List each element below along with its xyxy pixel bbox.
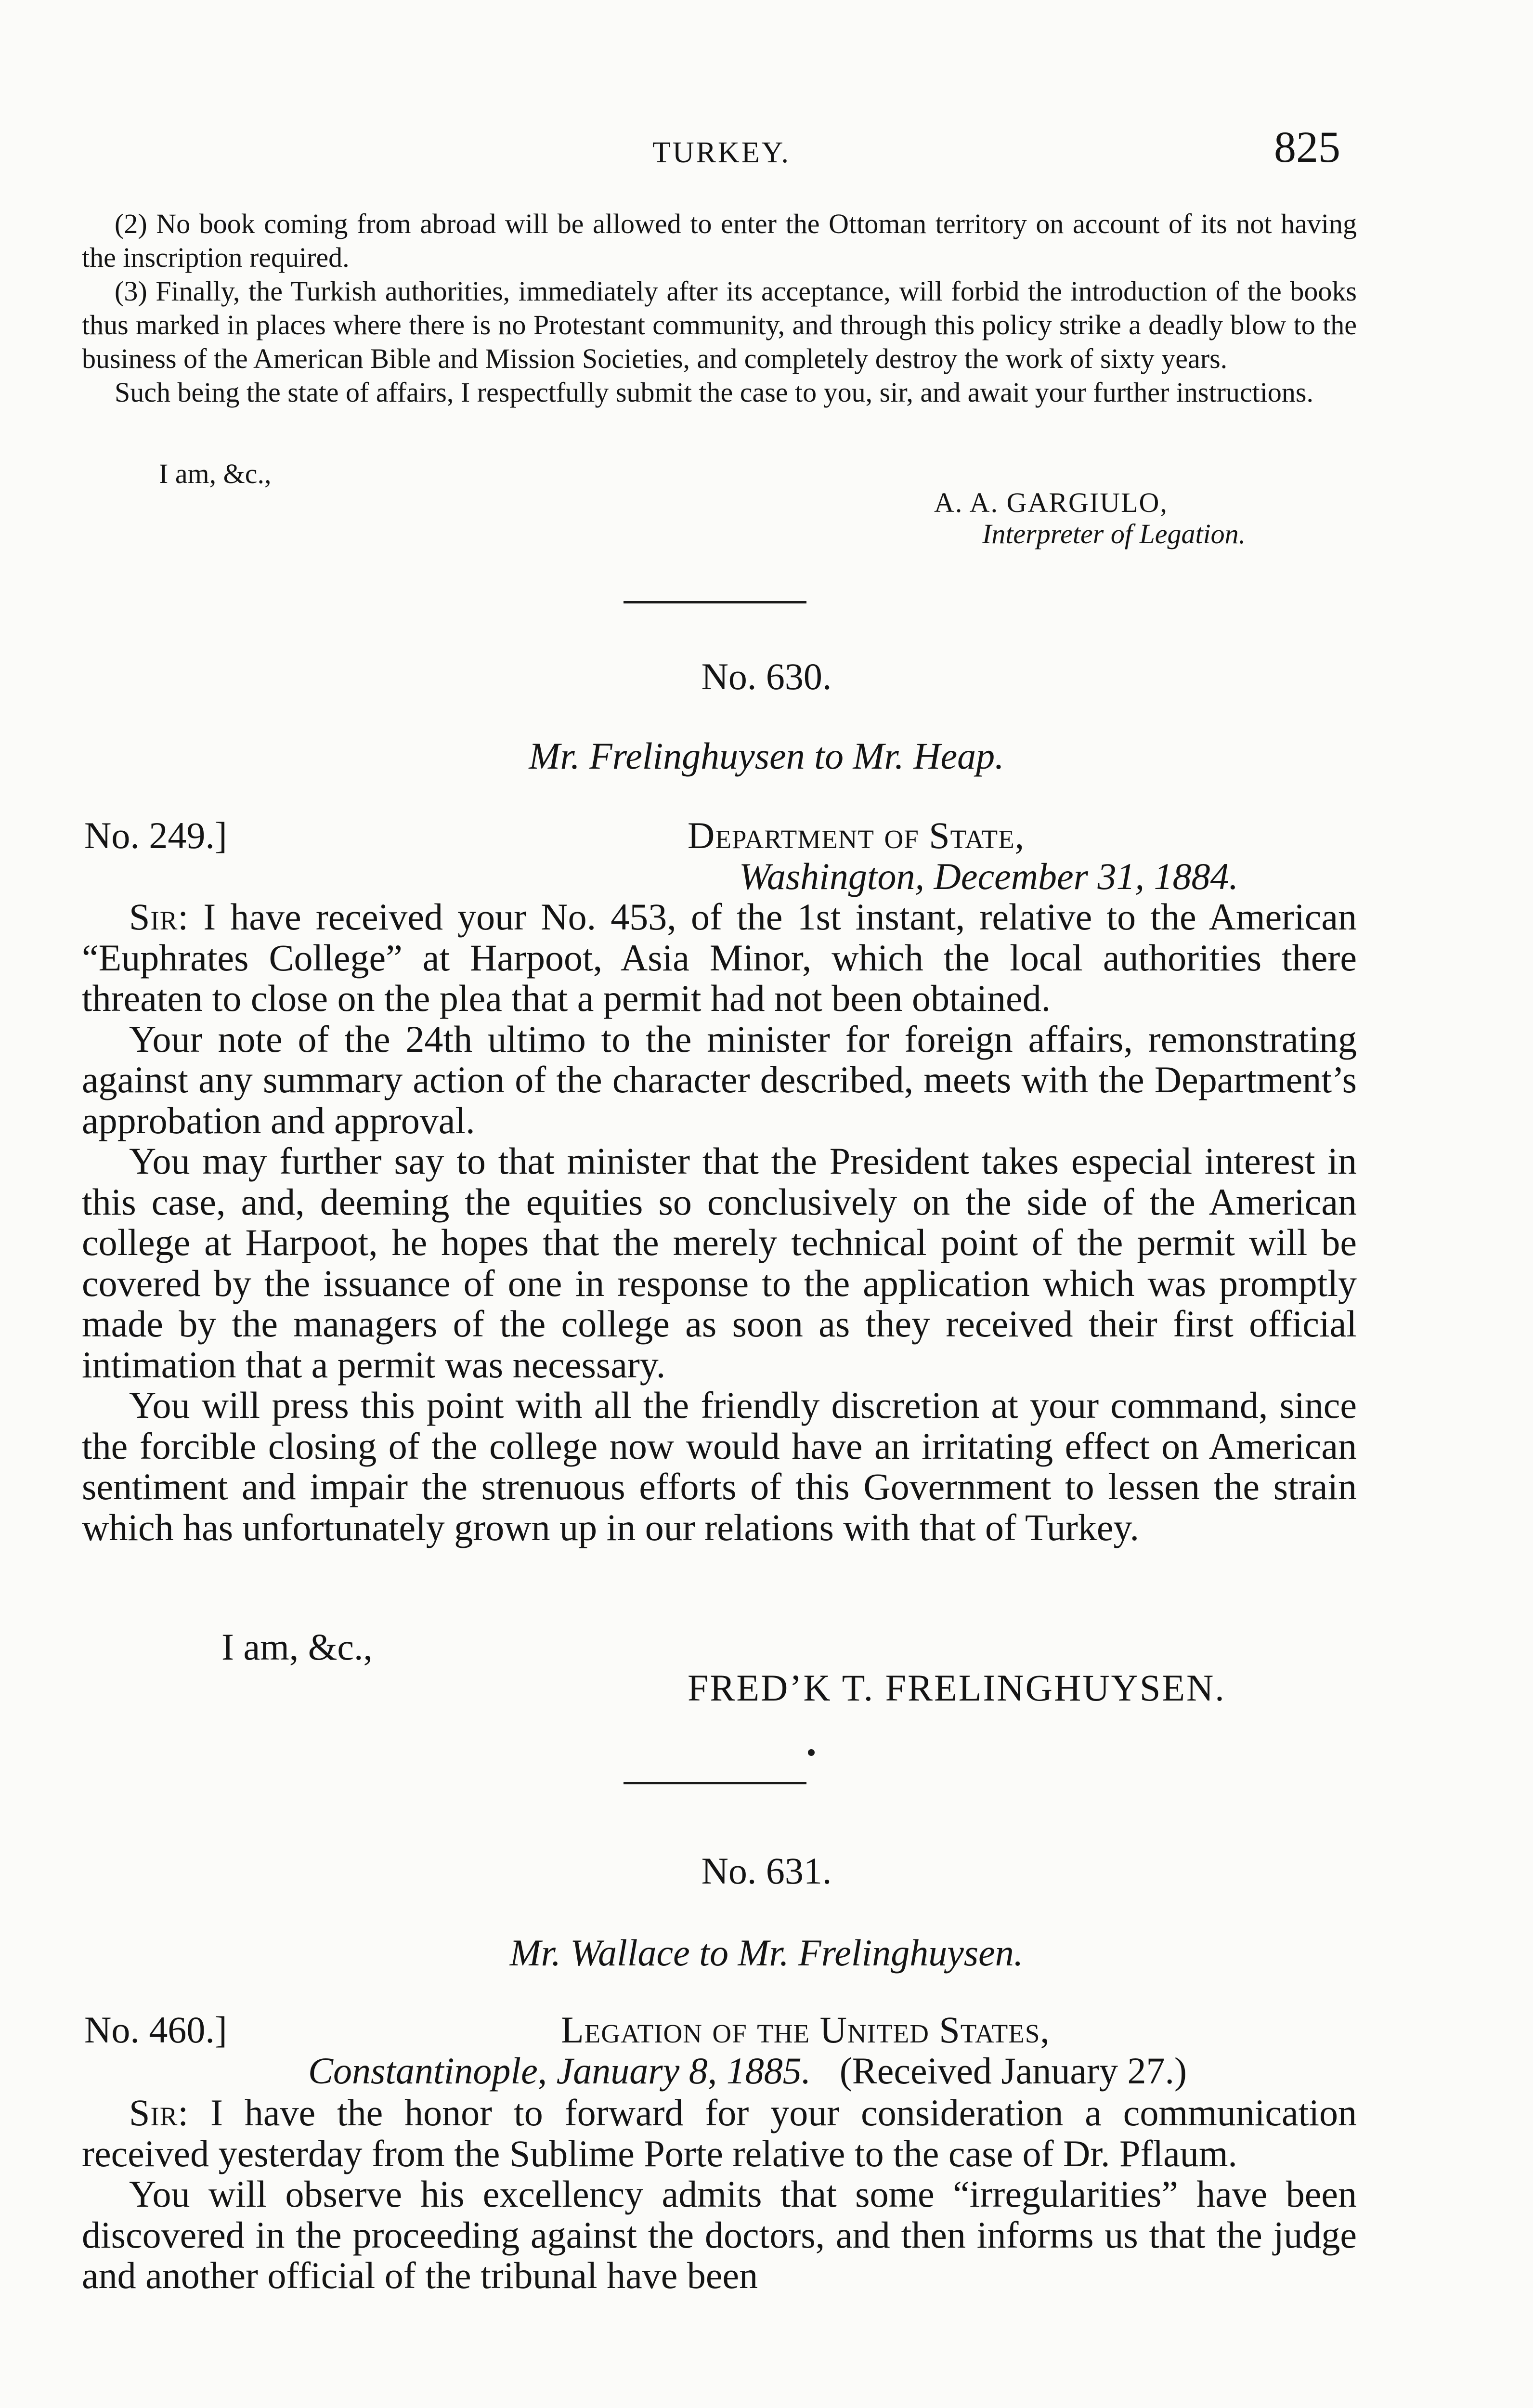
letter-body [82,897,1357,1548]
letter-body [82,2093,1357,2296]
paragraph [82,2093,1357,2174]
reference-number: No. 249.] [84,814,227,856]
correspondence-route: Mr. Wallace to Mr. Frelinghuysen. [509,1932,1024,1974]
paragraph: You will observe his excellency admits that some “irregularities” have been discovered in the proceeding against the doctors, and then informs us that the judge and another official of the tribunal have been [82,2173,1357,2296]
reference-number: No. 460.] [84,2009,227,2051]
section-divider [624,601,806,603]
paragraph: (3) Finally, the Turkish authorities, immediately after its acceptance, will forbid the introduction of the books thus marked in places where there is no Protestant community, and through this policy strike a deadly blow to the business of the American Bible and Mission Societies, and completely destroy the work of sixty years. [82,275,1357,374]
signer-name: FRED’K T. FRELINGHUYSEN. [688,1667,1226,1709]
paragraph: Such being the state of affairs, I respectfully submit the case to you, sir, and await your further instructions. [115,377,1313,408]
paragraph: You will press this point with all the friendly discretion at your command, since the forcible closing of the college now would have an irritating effect on American sentiment and impair the strenuous efforts of this Government to lessen the strain which has unfortunately grown up in our relations with that of Turkey. [82,1384,1357,1548]
paragraph [82,897,1357,1019]
top-section-body [82,207,1357,409]
paragraph-text: I have the honor to forward for your consideration a communication received yesterday from the Sublime Porte relative to the case of Dr. Pflaum. [82,2092,1357,2174]
running-title: TURKEY. [652,136,791,169]
section-divider [624,1782,806,1784]
paragraph: (2) No book coming from abroad will be allowed to enter the Ottoman territory on account of its not having the inscription required. [82,208,1357,273]
sender-office: Department of State, [688,814,1025,856]
document-number: No. 630. [701,655,832,697]
sender-office: Legation of the United States, [561,2009,1050,2051]
salutation: Sir: [129,2092,189,2133]
correspondence-route: Mr. Frelinghuysen to Mr. Heap. [529,735,1004,777]
place-and-date: Washington, December 31, 1884. [739,855,1239,897]
closing: I am, &c., [159,458,272,489]
paragraph-text: I have received your No. 453, of the 1st instant, relative to the American “Euphrates College” at Harpoot, Asia Minor, which the local authorities there threaten to close on the plea that a permit had not been obtained. [82,896,1357,1019]
received-note: (Received January 27.) [839,2050,1187,2092]
document-number: No. 631. [701,1850,832,1892]
place-and-date [308,2049,1187,2093]
paragraph: You may further say to that minister that the President takes especial interest in this case, and, deeming the equities so conclusively on the side of the American college at Harpoot, he hopes that the merely technical point of the permit will be covered by the issuance of one in response to the application which was promptly made by the managers of the college as soon as they received their first official intimation that a permit was necessary. [82,1140,1357,1386]
signer-name: A. A. GARGIULO, [934,487,1168,518]
page-number: 825 [1274,122,1340,171]
salutation: Sir: [129,896,189,938]
paragraph: Your note of the 24th ultimo to the minister for foreign affairs, remonstrating against any summary action of the character described, meets with the Department’s approbation and approval. [82,1018,1357,1141]
signer-title: Interpreter of Legation. [982,518,1246,550]
place-date-text: Constantinople, January 8, 1885. [308,2050,811,2092]
ink-dot [808,1749,815,1756]
page-header [0,121,1533,174]
closing: I am, &c., [221,1626,373,1668]
